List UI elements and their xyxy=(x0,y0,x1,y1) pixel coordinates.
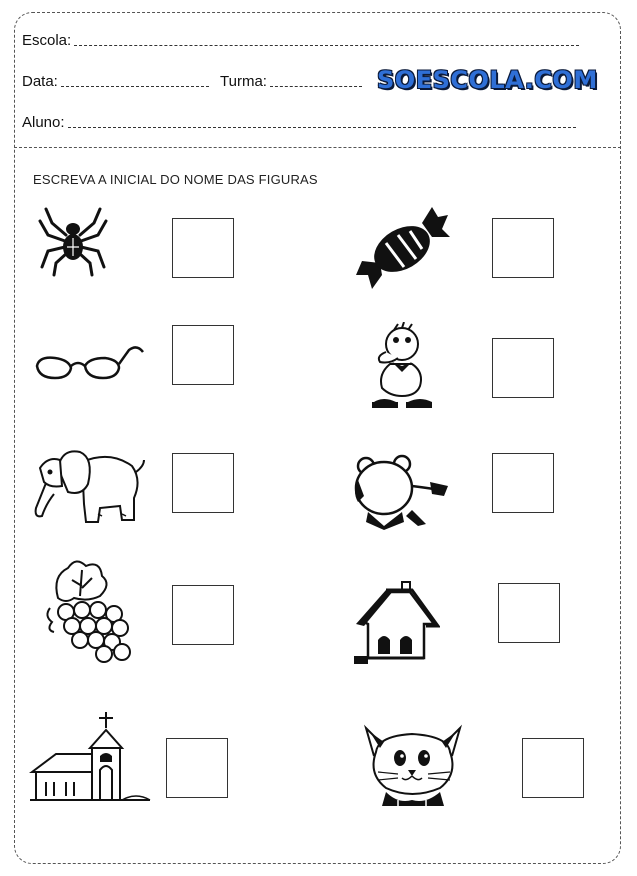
cat-icon xyxy=(358,722,468,812)
class-field xyxy=(220,73,362,90)
class-label: Turma: xyxy=(220,73,267,90)
answer-box-bear[interactable] xyxy=(492,453,554,513)
grapes-icon xyxy=(38,556,138,664)
answer-box-grapes[interactable] xyxy=(172,585,234,645)
date-label: Data: xyxy=(22,73,58,90)
student-label: Aluno: xyxy=(22,114,65,131)
candy-icon xyxy=(352,203,452,291)
answer-box-house[interactable] xyxy=(498,583,560,643)
answer-box-church[interactable] xyxy=(166,738,228,798)
answer-box-glasses[interactable] xyxy=(172,325,234,385)
glasses-icon xyxy=(33,340,145,385)
answer-box-cat[interactable] xyxy=(522,738,584,798)
school-label: Escola: xyxy=(22,32,72,49)
date-line[interactable] xyxy=(61,85,209,87)
school-line[interactable] xyxy=(74,44,579,46)
answer-box-elephant[interactable] xyxy=(172,453,234,513)
answer-box-candy[interactable] xyxy=(492,218,554,278)
duck-icon xyxy=(368,322,436,412)
header-divider xyxy=(14,147,621,148)
class-line[interactable] xyxy=(270,85,362,87)
spider-icon xyxy=(38,205,108,277)
date-field xyxy=(22,73,209,90)
church-icon xyxy=(26,708,154,804)
school-field xyxy=(22,32,579,49)
student-field xyxy=(22,114,576,131)
answer-box-duck[interactable] xyxy=(492,338,554,398)
answer-box-spider[interactable] xyxy=(172,218,234,278)
elephant-icon xyxy=(28,438,148,530)
site-logo: SOESCOLA.COM xyxy=(377,66,598,94)
instruction-text: ESCREVA A INICIAL DO NOME DAS FIGURAS xyxy=(33,172,318,187)
bear-icon xyxy=(348,452,452,532)
student-line[interactable] xyxy=(68,126,576,128)
house-icon xyxy=(350,578,440,666)
